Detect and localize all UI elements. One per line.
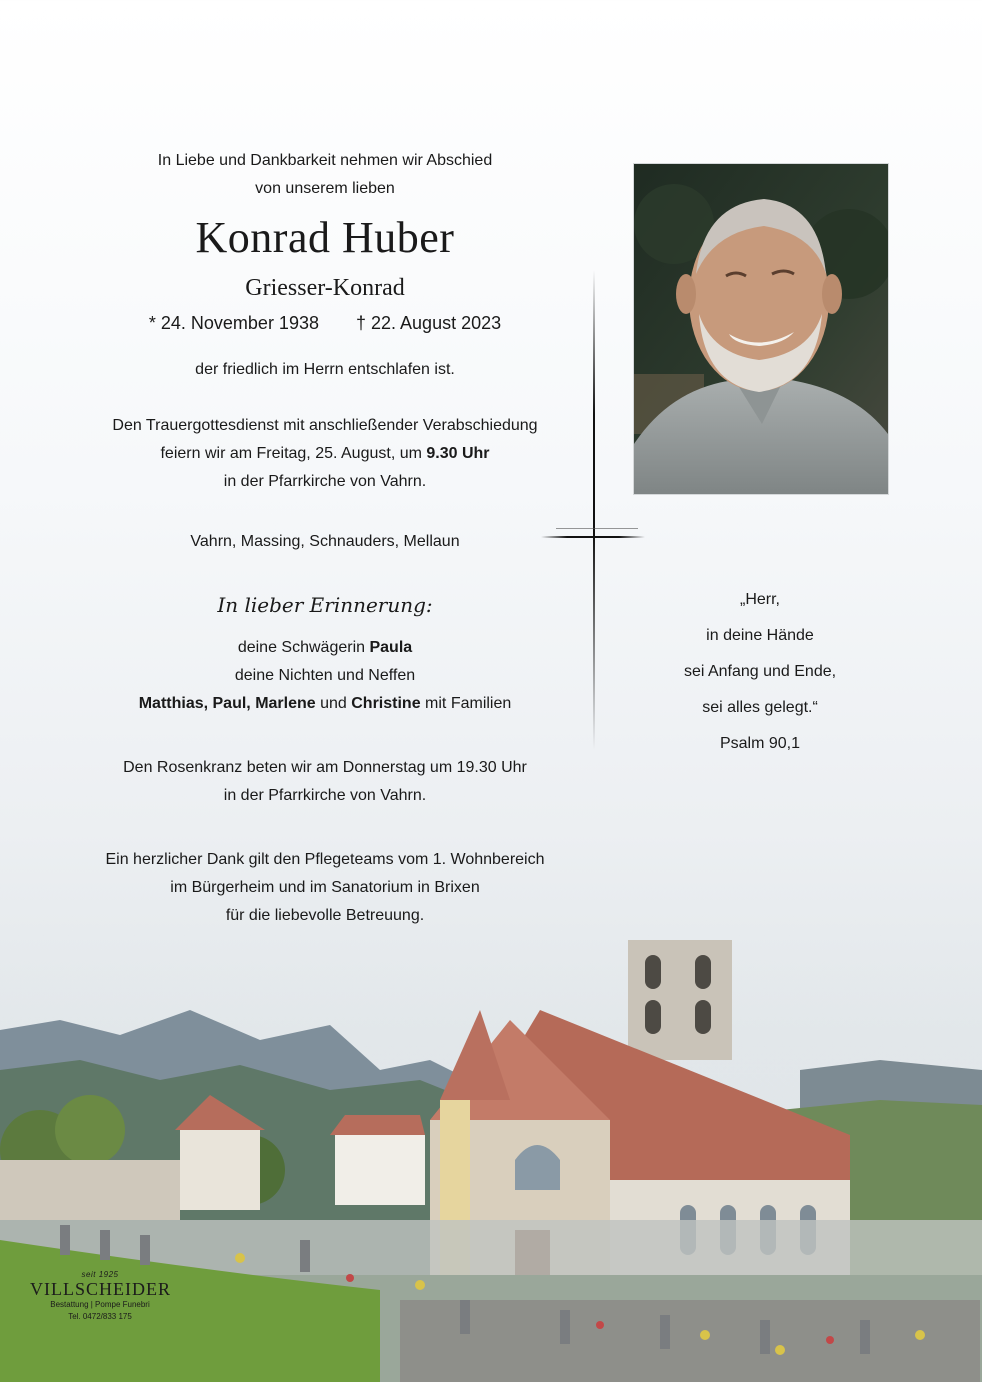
birth-date: * 24. November 1938 xyxy=(148,313,319,333)
thanks-line-3: für die liebevolle Betreuung. xyxy=(225,907,425,924)
cross-vertical-beam xyxy=(593,270,595,750)
places-line: Vahrn, Massing, Schnauders, Mellaun xyxy=(190,533,460,550)
passed-line: der friedlich im Herrn entschlafen ist. xyxy=(195,361,455,378)
psalm-line-2: in deine Hände xyxy=(706,627,814,644)
memory-name-paula: Paula xyxy=(369,639,413,656)
logo-phone: Tel. 0472/833 175 xyxy=(68,1312,132,1321)
memory-line-3 xyxy=(60,690,590,718)
memory-and: und xyxy=(315,695,352,712)
service-time: 9.30 Uhr xyxy=(426,445,490,462)
rosary-line-2: in der Pfarrkirche von Vahrn. xyxy=(223,787,427,804)
death-date: † 22. August 2023 xyxy=(356,313,502,333)
memory-families: mit Familien xyxy=(420,695,512,712)
thanks-line-1: Ein herzlicher Dank gilt den Pflegeteams vom 1. Wohnbereich xyxy=(105,851,545,868)
service-line-3: in der Pfarrkirche von Vahrn. xyxy=(223,473,427,490)
memory-line-1 xyxy=(60,634,590,662)
psalm-line-4: sei alles gelegt.“ xyxy=(702,699,818,716)
portrait-illustration xyxy=(634,164,888,494)
psalm-line-3: sei Anfang und Ende, xyxy=(683,663,837,680)
cross-horizontal-beam xyxy=(541,536,645,538)
psalm-quote xyxy=(660,582,860,762)
intro-line-1: In Liebe und Dankbarkeit nehmen wir Abschied xyxy=(157,152,493,169)
intro-line-2: von unserem lieben xyxy=(255,180,395,197)
funeral-home-logo xyxy=(30,1270,170,1323)
service-line-2-text: feiern wir am Freitag, 25. August, um xyxy=(160,445,427,462)
memory-line-1-text: deine Schwägerin xyxy=(237,639,370,656)
deceased-nickname: Griesser-Konrad xyxy=(245,275,405,301)
logo-brand: VILLSCHEIDER xyxy=(30,1279,171,1299)
life-dates xyxy=(60,309,590,337)
service-text xyxy=(60,412,590,496)
psalm-reference: Psalm 90,1 xyxy=(719,735,801,752)
memory-title: In lieber Erinnerung: xyxy=(217,593,433,617)
logo-since: seit 1925 xyxy=(81,1270,119,1279)
thanks-line-2: im Bürgerheim und im Sanatorium in Brixen xyxy=(170,879,480,896)
logo-subtitle: Bestattung | Pompe Funebri xyxy=(50,1300,150,1309)
memory-names-2: Christine xyxy=(351,695,421,712)
memory-list xyxy=(60,634,590,718)
deceased-name: Konrad Huber xyxy=(195,213,455,262)
intro-text xyxy=(60,147,590,203)
rosary-line-1: Den Rosenkranz beten wir am Donnerstag um 19.30 Uhr xyxy=(123,759,527,776)
psalm-line-1: „Herr, xyxy=(740,591,780,608)
portrait-photo xyxy=(634,164,888,494)
service-line-2 xyxy=(60,440,590,468)
cross-shadow-beam xyxy=(556,528,638,529)
service-line-1: Den Trauergottesdienst mit anschließender Verabschiedung xyxy=(112,417,538,434)
rosary-text xyxy=(60,754,590,810)
memory-line-2: deine Nichten und Neffen xyxy=(234,667,416,684)
passed-text xyxy=(60,356,590,384)
places-text xyxy=(60,528,590,556)
memory-names-1: Matthias, Paul, Marlene xyxy=(138,695,316,712)
thanks-text xyxy=(60,846,590,930)
